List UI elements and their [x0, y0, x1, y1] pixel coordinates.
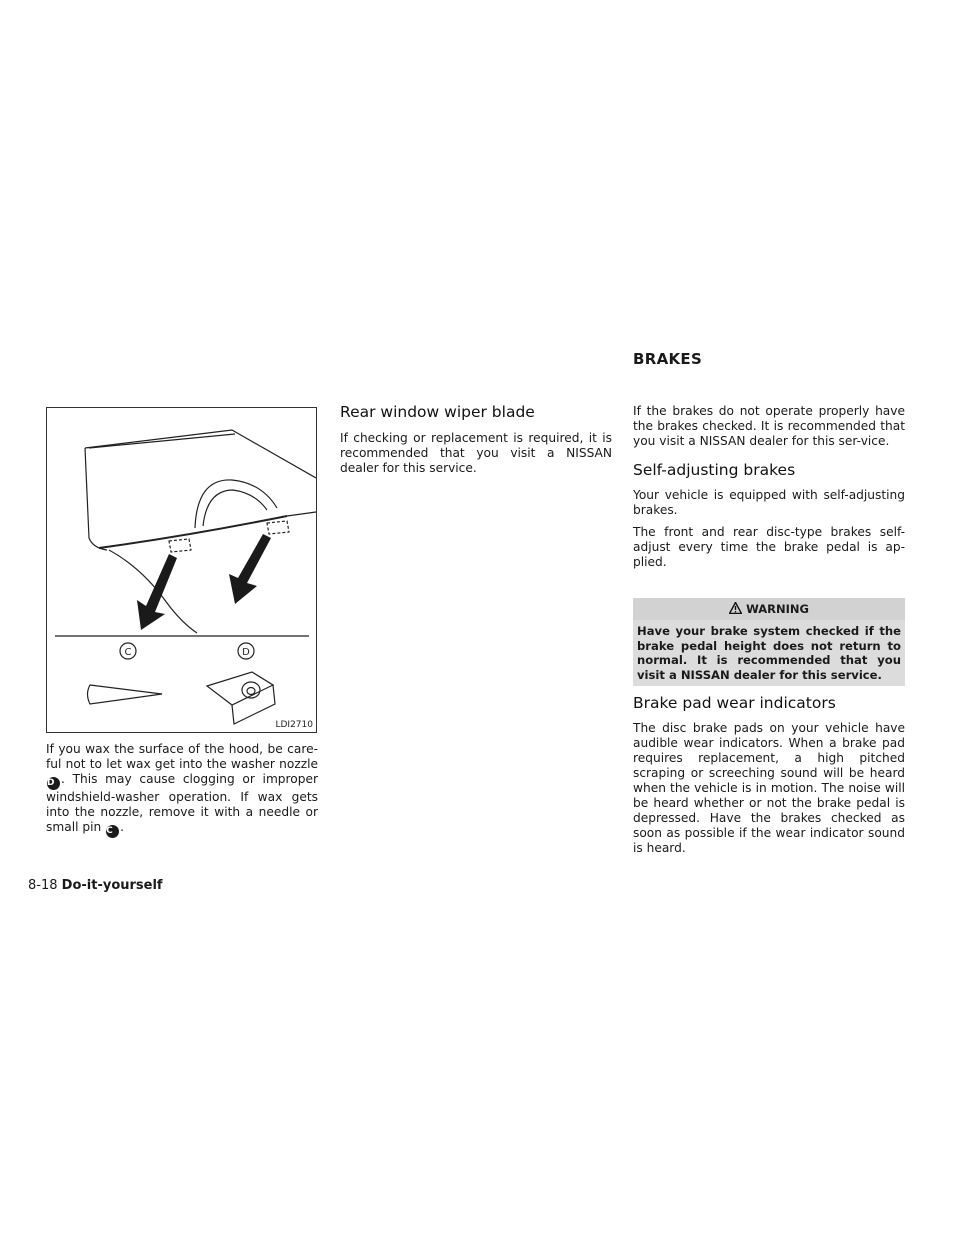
ref-d-badge: D	[47, 777, 60, 790]
wax-text-end: .	[120, 820, 124, 834]
right-column-top	[633, 404, 905, 570]
figure-code: LDI2710	[275, 720, 313, 730]
chapter-title: Do-it-yourself	[61, 878, 163, 893]
right-column-bottom	[633, 694, 905, 856]
page-footer	[28, 878, 163, 893]
left-column-text	[46, 742, 318, 838]
pad-wear-heading: Brake pad wear indicators	[633, 694, 836, 712]
page-number: 8-18	[28, 878, 58, 893]
self-adjust-p2: The front and rear disc-type brakes self-adjust every time the brake pedal is ap-plied.	[633, 525, 905, 569]
self-adjust-heading: Self-adjusting brakes	[633, 461, 796, 479]
wax-text-2: . This may cause clogging or improper windshield-washer operation. If wax gets into the nozzle, remove it with a needle or small pin	[46, 772, 318, 834]
washer-nozzle-figure	[46, 407, 317, 733]
rear-wiper-heading: Rear window wiper blade	[340, 403, 535, 421]
warning-text: Have your brake system checked if the brake pedal height does not return to normal. It is recommended that you visit a NISSAN dealer for this service.	[637, 624, 901, 682]
warning-icon	[729, 602, 742, 614]
wax-paragraph	[46, 742, 318, 838]
self-adjust-p1: Your vehicle is equipped with self-adjusting brakes.	[633, 488, 905, 517]
section-title: BRAKES	[633, 350, 703, 368]
callout-c: C	[124, 647, 132, 658]
rear-wiper-paragraph: If checking or replacement is required, it is recommended that you visit a NISSAN dealer for this service.	[340, 431, 612, 475]
ref-c-badge: C	[106, 825, 119, 838]
callout-d: D	[242, 647, 250, 658]
wax-text-1: If you wax the surface of the hood, be care-ful not to let wax get into the washer nozzle	[46, 742, 318, 771]
warning-box	[633, 598, 905, 686]
middle-column	[340, 403, 612, 476]
warning-title: WARNING	[746, 602, 809, 616]
washer-nozzle-illustration	[47, 408, 316, 732]
brakes-intro: If the brakes do not operate properly have the brakes checked. It is recommended that you visit a NISSAN dealer for this ser-vice.	[633, 404, 905, 448]
pad-wear-paragraph: The disc brake pads on your vehicle have audible wear indicators. When a brake pad requires replacement, a high pitched scraping or screeching sound will be heard when the vehicle is in motion. The noise will be heard whether or not the brake pedal is depressed. Have the brakes checked as soon as possible if the wear indicator sound is heard.	[633, 721, 905, 855]
warning-header	[633, 598, 905, 620]
